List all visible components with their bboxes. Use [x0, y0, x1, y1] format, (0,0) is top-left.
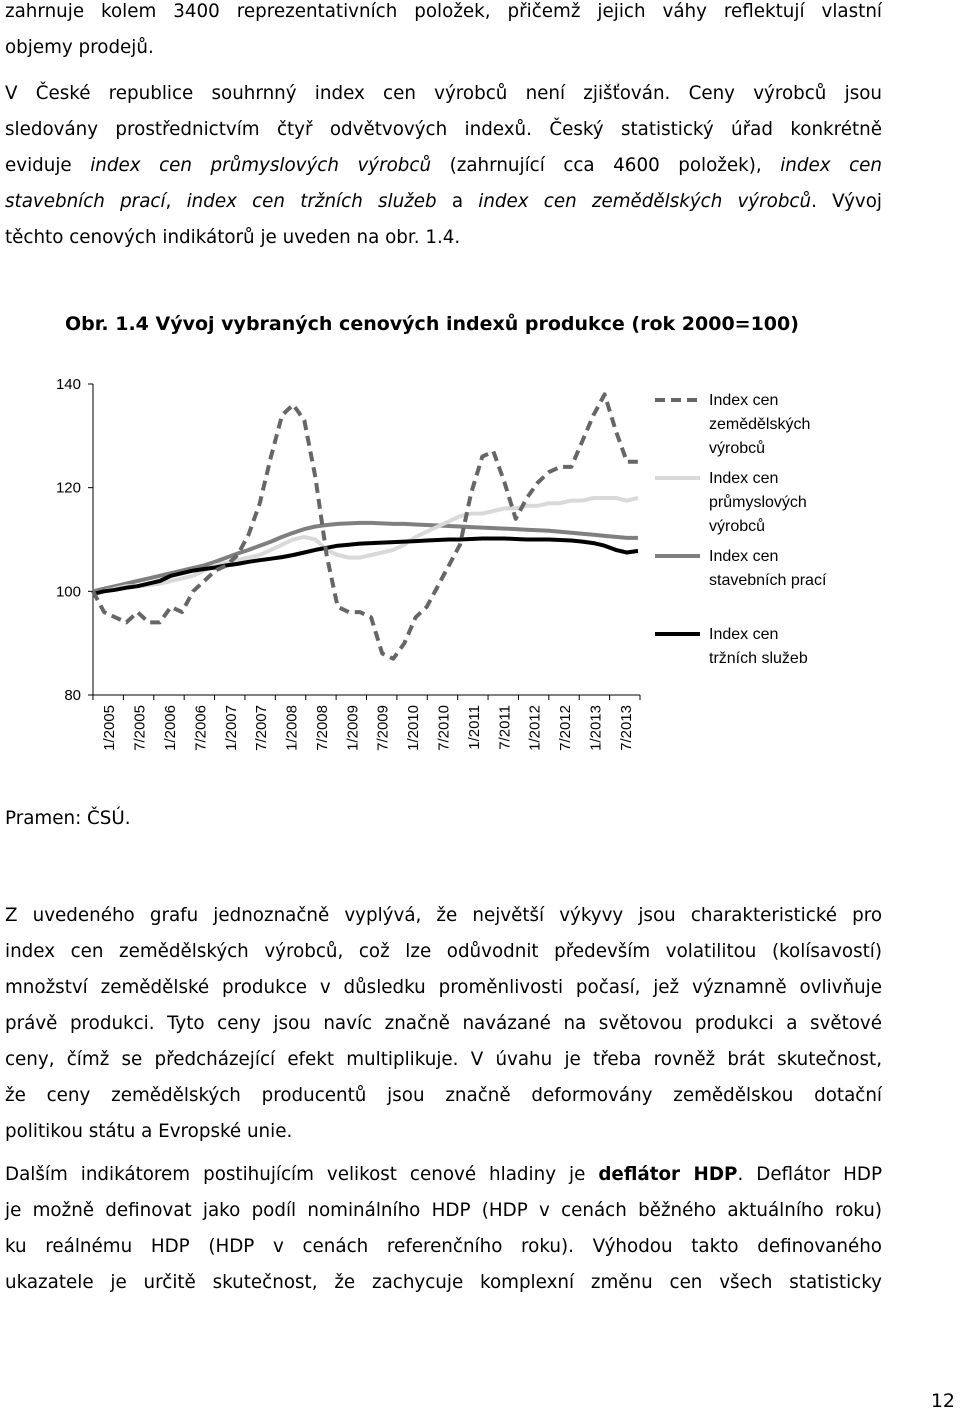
- x-tick-label: 7/2005: [131, 705, 149, 751]
- legend-label: tržních služeb: [709, 650, 808, 667]
- x-tick-label: 1/2012: [526, 705, 544, 751]
- series-line: [93, 498, 638, 594]
- text-line: zahrnuje kolem 3400 reprezentativních položek, přičemž jejich váhy reflektují vlastní: [5, 1, 882, 22]
- text-line: těchto cenových indikátorů je uveden na obr. 1.4.: [5, 227, 461, 248]
- term-industrial-index: index cen průmyslových výrobců: [90, 155, 432, 176]
- y-tick-label: 80: [64, 687, 81, 704]
- figure-caption: Obr. 1.4 Vývoj vybraných cenových indexů produkce (rok 2000=100): [65, 313, 799, 335]
- price-index-chart: [0, 360, 960, 805]
- text-line: je možně definovat jako podíl nominálního HDP (HDP v cenách běžného aktuálního roku): [5, 1200, 882, 1221]
- x-tick-label: 1/2006: [161, 705, 179, 751]
- x-tick-label: 7/2010: [435, 705, 453, 751]
- text-line: právě produkci. Tyto ceny jsou navíc značně navázané na světovou produkci a světové: [5, 1013, 882, 1034]
- text-line: Z uvedeného grafu jednoznačně vyplývá, že největší výkyvy jsou charakteristické pro: [5, 905, 882, 926]
- x-tick-label: 1/2013: [587, 705, 605, 751]
- term-construction-index-part: index cen: [780, 155, 882, 176]
- x-tick-label: 7/2012: [557, 705, 575, 751]
- legend-label: zemědělských: [709, 416, 811, 433]
- term-agricultural-index: index cen zemědělských výrobců: [478, 191, 812, 212]
- legend-label: průmyslových: [709, 494, 807, 511]
- text-line: index cen zemědělských výrobců, což lze odůvodnit především volatilitou (kolísavostí): [5, 941, 882, 962]
- text-line: ukazatele je určitě skutečnost, že zachycuje komplexní změnu cen všech statisticky: [5, 1272, 882, 1293]
- x-tick-label: 1/2008: [283, 705, 301, 751]
- y-tick-label: 120: [55, 479, 81, 497]
- series-line: [93, 394, 638, 658]
- paragraph-chart-interpretation: [5, 898, 882, 1150]
- paragraph-intro: [5, 0, 882, 66]
- term-construction-index-part: stavebních prací: [5, 191, 166, 212]
- text-line: objemy prodejů.: [5, 37, 154, 58]
- series-line: [93, 539, 638, 594]
- text-line: že ceny zemědělských producentů jsou značně deformovány zemědělskou dotační: [5, 1085, 882, 1106]
- x-tick-label: 1/2009: [344, 705, 362, 751]
- x-tick-label: 7/2008: [313, 705, 331, 751]
- legend-label: výrobců: [709, 518, 766, 535]
- y-tick-label: 140: [55, 376, 81, 393]
- x-tick-label: 7/2013: [617, 705, 635, 751]
- text-line: ku reálnému HDP (HDP v cenách referenčního roku). Výhodou takto definovaného: [5, 1236, 882, 1257]
- text-line: stavebních prací, index cen tržních služeb a index cen zemědělských výrobců. Vývoj: [5, 191, 883, 212]
- legend-label: stavebních prací: [709, 572, 827, 589]
- text-line: V České republice souhrnný index cen výrobců není zjišťován. Ceny výrobců jsou: [5, 83, 882, 104]
- x-tick-label: 7/2007: [253, 705, 271, 751]
- text-line: množství zemědělské produkce v důsledku proměnlivosti počasí, jež významně ovlivňuje: [5, 977, 882, 998]
- x-tick-label: 7/2009: [374, 705, 392, 751]
- x-tick-label: 7/2011: [496, 705, 514, 750]
- x-tick-label: 1/2005: [101, 705, 119, 751]
- legend-label: Index cen: [709, 470, 779, 487]
- text-line: Dalším indikátorem postihujícím velikost cenové hladiny je deflátor HDP. Deflátor HDP: [5, 1164, 882, 1185]
- legend-label: Index cen: [709, 392, 779, 409]
- legend-label: Index cen: [709, 626, 779, 643]
- x-tick-label: 7/2006: [192, 705, 210, 751]
- chart-legend: [655, 392, 827, 667]
- legend-label: výrobců: [709, 440, 766, 457]
- text-line: ceny, čímž se předcházející efekt multiplikuje. V úvahu je třeba rovněž brát skutečnost,: [5, 1049, 882, 1070]
- text-line: eviduje index cen průmyslových výrobců (zahrnující cca 4600 položek), index cen: [5, 155, 882, 176]
- x-axis-ticks: [93, 695, 640, 751]
- paragraph-producer-indices: [5, 76, 882, 256]
- y-axis-ticks: [56, 376, 93, 704]
- x-tick-label: 1/2011: [465, 705, 483, 750]
- paragraph-gdp-deflator: [5, 1157, 882, 1301]
- term-gdp-deflator: deflátor HDP: [598, 1164, 738, 1185]
- legend-label: Index cen: [709, 548, 779, 565]
- text-line: politikou státu a Evropské unie.: [5, 1121, 293, 1142]
- y-tick-label: 100: [55, 583, 81, 601]
- page-number: 12: [930, 1390, 955, 1412]
- chart-series: [93, 394, 638, 658]
- figure-source: Pramen: ČSÚ.: [5, 808, 131, 829]
- term-services-index: index cen tržních služeb: [186, 191, 437, 212]
- x-tick-label: 1/2007: [222, 705, 240, 751]
- text-line: sledovány prostřednictvím čtyř odvětvových indexů. Český statistický úřad konkrétně: [5, 119, 882, 140]
- x-tick-label: 1/2010: [405, 705, 423, 751]
